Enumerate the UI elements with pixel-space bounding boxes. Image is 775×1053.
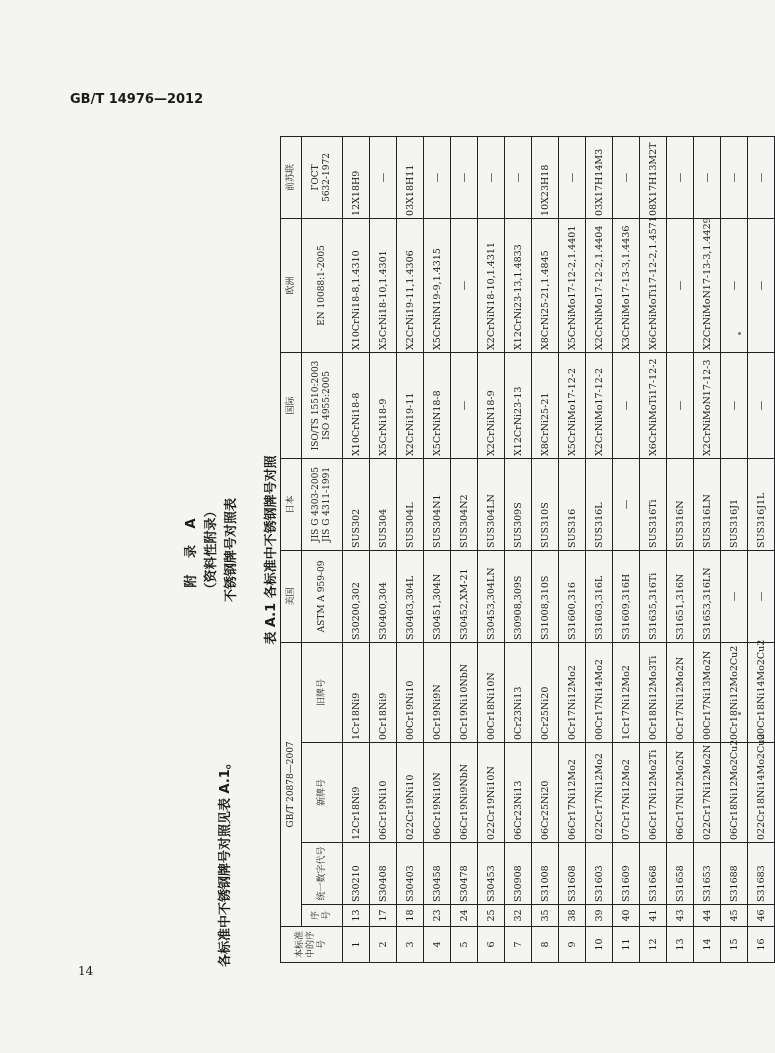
- cell-europe-grade: X3CrNiMo17-13-3,1.4436: [613, 218, 640, 352]
- cell-intl-grade: X8CrNi25-21: [532, 352, 559, 458]
- cell-seq: 35: [532, 905, 559, 927]
- cell-seq: 18: [397, 905, 424, 927]
- cell-japan-grade: SUS316L: [586, 458, 613, 550]
- rotated-page-content: [172, 0, 767, 1053]
- header-intl-std2: ISO 4955:2005: [322, 371, 332, 440]
- cell-unified-code: S30478: [451, 843, 478, 905]
- cell-europe-grade: X2CrNiN18-10,1.4311: [478, 218, 505, 352]
- table-caption: 表 A.1 各标准中不锈钢牌号对照: [264, 455, 279, 645]
- table-row: [721, 136, 748, 962]
- cell-ussr-grade: —: [613, 136, 640, 218]
- cell-usa-grade: S31653,316LN: [694, 550, 721, 642]
- cell-europe-grade: X10CrNi18-8,1.4310: [343, 218, 370, 352]
- table-row: [748, 136, 775, 962]
- cell-usa-grade: S31603,316L: [586, 550, 613, 642]
- header-japan-std: [302, 458, 343, 550]
- table-row: [667, 136, 694, 962]
- cell-japan-grade: SUS304N2: [451, 458, 478, 550]
- cell-row-index: 7: [505, 927, 532, 963]
- header-usa: 美国: [281, 550, 302, 642]
- cell-row-index: 13: [667, 927, 694, 963]
- cell-europe-grade: X6CrNiMoTi17-12-2,1.4571: [640, 218, 667, 352]
- cell-new-grade: 06Cr19Ni10: [370, 743, 397, 843]
- cell-old-grade: 0Cr23Ni13: [505, 642, 532, 742]
- cell-new-grade: 022Cr17Ni12Mo2: [586, 743, 613, 843]
- table-row: [505, 136, 532, 962]
- cell-usa-grade: S30908,309S: [505, 550, 532, 642]
- cell-unified-code: S31668: [640, 843, 667, 905]
- header-japan-std1: JIS G 4303-2005: [311, 466, 321, 542]
- cell-unified-code: S31653: [694, 843, 721, 905]
- header-ussr-std: [302, 136, 343, 218]
- cell-japan-grade: SUS304L: [397, 458, 424, 550]
- cell-old-grade: 00Cr19Ni10: [397, 642, 424, 742]
- cell-unified-code: S30403: [397, 843, 424, 905]
- table-row: [694, 136, 721, 962]
- cell-ussr-grade: —: [559, 136, 586, 218]
- cell-seq: 39: [586, 905, 613, 927]
- cell-new-grade: 06Cr23Ni13: [505, 743, 532, 843]
- cell-ussr-grade: 03X18H11: [397, 136, 424, 218]
- cell-unified-code: S31658: [667, 843, 694, 905]
- cell-usa-grade: S30403,304L: [397, 550, 424, 642]
- intro-text: 各标准中不锈钢牌号对照见表 A.1。: [218, 756, 233, 967]
- cell-new-grade: 022Cr18Ni14Mo2Cu2: [748, 743, 775, 843]
- cell-unified-code: S31008: [532, 843, 559, 905]
- appendix-title: 附 录 A: [184, 512, 199, 588]
- cell-row-index: 16: [748, 927, 775, 963]
- header-new-grade: 新牌号: [302, 743, 343, 843]
- header-intl: 国际: [281, 352, 302, 458]
- header-ussr-std2: 5632-1972: [322, 153, 332, 202]
- cell-ussr-grade: 03X17H14M3: [586, 136, 613, 218]
- table-row: [424, 136, 451, 962]
- header-old-grade: 旧牌号: [302, 642, 343, 742]
- cell-seq: 24: [451, 905, 478, 927]
- cell-row-index: 11: [613, 927, 640, 963]
- cell-intl-grade: X10CrNi18-8: [343, 352, 370, 458]
- cell-intl-grade: X2CrNiMo17-12-2: [586, 352, 613, 458]
- cell-old-grade: 0Cr19Ni9N: [424, 642, 451, 742]
- cell-europe-grade: X5CrNiMo17-12-2,1.4401: [559, 218, 586, 352]
- cell-usa-grade: S31651,316N: [667, 550, 694, 642]
- header-intl-std1: ISO/TS 15510:2003: [311, 360, 321, 451]
- document-code: GB/T 14976—2012: [70, 92, 204, 107]
- cell-japan-grade: SUS316Ti: [640, 458, 667, 550]
- table-row: [613, 136, 640, 962]
- cell-intl-grade: —: [721, 352, 748, 458]
- header-ussr: 前苏联: [281, 136, 302, 218]
- cell-unified-code: S30458: [424, 843, 451, 905]
- cell-row-index: 10: [586, 927, 613, 963]
- cell-new-grade: 06Cr17Ni12Mo2: [559, 743, 586, 843]
- cell-row-index: 6: [478, 927, 505, 963]
- cell-intl-grade: —: [613, 352, 640, 458]
- cell-intl-grade: X6CrNiMoTi17-12-2: [640, 352, 667, 458]
- cell-old-grade: 0Cr17Ni12Mo2N: [667, 642, 694, 742]
- cell-new-grade: 022Cr19Ni10: [397, 743, 424, 843]
- cell-usa-grade: —: [748, 550, 775, 642]
- appendix-name: 不锈钢牌号对照表: [224, 498, 239, 603]
- cell-intl-grade: —: [667, 352, 694, 458]
- header-ussr-std1: ГОСТ: [311, 164, 321, 191]
- header-seq: 序号: [302, 905, 343, 927]
- cell-usa-grade: S31635,316Ti: [640, 550, 667, 642]
- cell-europe-grade: X2CrNiMoN17-13-3,1.4429: [694, 218, 721, 352]
- cell-usa-grade: S30451,304N: [424, 550, 451, 642]
- page-number: 14: [78, 964, 94, 978]
- cell-old-grade: 1Cr18Ni9: [343, 642, 370, 742]
- cell-seq: 23: [424, 905, 451, 927]
- cell-row-index: 12: [640, 927, 667, 963]
- cell-old-grade: 0Cr25Ni20: [532, 642, 559, 742]
- appendix-subtitle: （资料性附录）: [204, 504, 219, 596]
- cell-ussr-grade: —: [424, 136, 451, 218]
- cell-europe-grade: —: [721, 218, 748, 352]
- cell-new-grade: 06Cr18Ni12Mo2Cu2: [721, 743, 748, 843]
- cell-japan-grade: SUS316J1L: [748, 458, 775, 550]
- cell-row-index: 2: [370, 927, 397, 963]
- header-europe-std: EN 10088:1-2005: [302, 218, 343, 352]
- cell-intl-grade: X2CrNiN18-9: [478, 352, 505, 458]
- cell-new-grade: 06Cr17Ni12Mo2Ti: [640, 743, 667, 843]
- cell-europe-grade: —: [451, 218, 478, 352]
- cell-usa-grade: S30200,302: [343, 550, 370, 642]
- cell-old-grade: 0Cr18Ni12Mo2Cu2: [721, 642, 748, 742]
- table-row: [343, 136, 370, 962]
- cell-seq: 44: [694, 905, 721, 927]
- cell-old-grade: 00Cr17Ni13Mo2N: [694, 642, 721, 742]
- header-japan-std2: JIS G 4311-1991: [322, 466, 332, 542]
- cell-row-index: 8: [532, 927, 559, 963]
- cell-old-grade: 1Cr17Ni12Mo2: [613, 642, 640, 742]
- cell-ussr-grade: —: [370, 136, 397, 218]
- cell-seq: 38: [559, 905, 586, 927]
- cell-europe-grade: —: [667, 218, 694, 352]
- cell-old-grade: 00Cr17Ni14Mo2: [586, 642, 613, 742]
- cell-ussr-grade: —: [451, 136, 478, 218]
- cell-ussr-grade: 10X23H18: [532, 136, 559, 218]
- cell-intl-grade: X2CrNiMoN17-12-3: [694, 352, 721, 458]
- cell-old-grade: 0Cr18Ni9: [370, 642, 397, 742]
- cell-japan-grade: SUS304LN: [478, 458, 505, 550]
- cell-seq: 13: [343, 905, 370, 927]
- cell-seq: 40: [613, 905, 640, 927]
- cell-intl-grade: X2CrNi19-11: [397, 352, 424, 458]
- cell-seq: 41: [640, 905, 667, 927]
- cell-usa-grade: —: [721, 550, 748, 642]
- cell-intl-grade: X5CrNi18-9: [370, 352, 397, 458]
- cell-seq: 17: [370, 905, 397, 927]
- cell-japan-grade: —: [613, 458, 640, 550]
- cell-japan-grade: SUS316: [559, 458, 586, 550]
- cell-row-index: 1: [343, 927, 370, 963]
- cell-unified-code: S31608: [559, 843, 586, 905]
- cell-unified-code: S30453: [478, 843, 505, 905]
- cell-seq: 46: [748, 905, 775, 927]
- grade-comparison-table: [280, 136, 775, 963]
- cell-new-grade: 07Cr17Ni12Mo2: [613, 743, 640, 843]
- cell-row-index: 3: [397, 927, 424, 963]
- cell-intl-grade: X5CrNiN18-8: [424, 352, 451, 458]
- table-row: [640, 136, 667, 962]
- cell-seq: 32: [505, 905, 532, 927]
- table-row: [370, 136, 397, 962]
- cell-ussr-grade: —: [721, 136, 748, 218]
- cell-japan-grade: SUS316J1: [721, 458, 748, 550]
- header-usa-std: ASTM A 959-09: [302, 550, 343, 642]
- cell-japan-grade: SUS310S: [532, 458, 559, 550]
- landscape-content: [172, 135, 767, 967]
- cell-new-grade: 06Cr25Ni20: [532, 743, 559, 843]
- cell-europe-grade: X5CrNi18-10,1.4301: [370, 218, 397, 352]
- cell-usa-grade: S31600,316: [559, 550, 586, 642]
- cell-old-grade: 0Cr19Ni10NbN: [451, 642, 478, 742]
- cell-new-grade: 06Cr17Ni12Mo2N: [667, 743, 694, 843]
- cell-europe-grade: —: [748, 218, 775, 352]
- header-seq-this-std: 本标准中的序号: [281, 927, 343, 963]
- cell-europe-grade: X2CrNiMo17-12-2,1.4404: [586, 218, 613, 352]
- cell-row-index: 9: [559, 927, 586, 963]
- cell-unified-code: S30210: [343, 843, 370, 905]
- header-japan: 日本: [281, 458, 302, 550]
- table-row: [397, 136, 424, 962]
- cell-ussr-grade: —: [667, 136, 694, 218]
- cell-japan-grade: SUS316N: [667, 458, 694, 550]
- cell-seq: 25: [478, 905, 505, 927]
- cell-ussr-grade: 12X18H9: [343, 136, 370, 218]
- table-row: [451, 136, 478, 962]
- cell-europe-grade: X5CrNiN19-9,1.4315: [424, 218, 451, 352]
- cell-usa-grade: S31008,310S: [532, 550, 559, 642]
- table-body: [343, 136, 775, 962]
- cell-unified-code: S30408: [370, 843, 397, 905]
- cell-usa-grade: S30453,304LN: [478, 550, 505, 642]
- cell-japan-grade: SUS316LN: [694, 458, 721, 550]
- cell-japan-grade: SUS302: [343, 458, 370, 550]
- header-intl-std: [302, 352, 343, 458]
- cell-ussr-grade: 08X17H13M2T: [640, 136, 667, 218]
- cell-japan-grade: SUS304: [370, 458, 397, 550]
- cell-ussr-grade: —: [505, 136, 532, 218]
- cell-usa-grade: S30452,XM-21: [451, 550, 478, 642]
- cell-usa-grade: S30400,304: [370, 550, 397, 642]
- cell-row-index: 5: [451, 927, 478, 963]
- cell-ussr-grade: —: [478, 136, 505, 218]
- table-row: [559, 136, 586, 962]
- cell-japan-grade: SUS304N1: [424, 458, 451, 550]
- cell-row-index: 4: [424, 927, 451, 963]
- cell-row-index: 15: [721, 927, 748, 963]
- cell-unified-code: S30908: [505, 843, 532, 905]
- cell-unified-code: S31688: [721, 843, 748, 905]
- cell-old-grade: 0Cr17Ni12Mo2: [559, 642, 586, 742]
- cell-old-grade: 00Cr18Ni10N: [478, 642, 505, 742]
- cell-europe-grade: X8CrNi25-21,1.4845: [532, 218, 559, 352]
- table-row: [586, 136, 613, 962]
- header-unified-code: 统一数字代号: [302, 843, 343, 905]
- cell-ussr-grade: —: [694, 136, 721, 218]
- header-europe: 欧洲: [281, 218, 302, 352]
- cell-europe-grade: X12CrNi23-13,1.4833: [505, 218, 532, 352]
- cell-new-grade: 12Cr18Ni9: [343, 743, 370, 843]
- cell-new-grade: 06Cr19Ni9NbN: [451, 743, 478, 843]
- cell-seq: 45: [721, 905, 748, 927]
- cell-new-grade: 022Cr19Ni10N: [478, 743, 505, 843]
- cell-usa-grade: S31609,316H: [613, 550, 640, 642]
- cell-seq: 43: [667, 905, 694, 927]
- cell-intl-grade: X12CrNi23-13: [505, 352, 532, 458]
- header-gbt-group: GB/T 20878—2007: [281, 642, 302, 926]
- cell-old-grade: 0Cr18Ni12Mo3Ti: [640, 642, 667, 742]
- table-row: [478, 136, 505, 962]
- cell-japan-grade: SUS309S: [505, 458, 532, 550]
- cell-new-grade: 022Cr17Ni12Mo2N: [694, 743, 721, 843]
- cell-unified-code: S31609: [613, 843, 640, 905]
- cell-row-index: 14: [694, 927, 721, 963]
- cell-intl-grade: X5CrNiMo17-12-2: [559, 352, 586, 458]
- cell-intl-grade: —: [748, 352, 775, 458]
- cell-old-grade: 00Cr18Ni14Mo2Cu2: [748, 642, 775, 742]
- cell-new-grade: 06Cr19Ni10N: [424, 743, 451, 843]
- cell-europe-grade: X2CrNi19-11,1.4306: [397, 218, 424, 352]
- cell-ussr-grade: —: [748, 136, 775, 218]
- cell-unified-code: S31603: [586, 843, 613, 905]
- cell-unified-code: S31683: [748, 843, 775, 905]
- table-row: [532, 136, 559, 962]
- cell-intl-grade: —: [451, 352, 478, 458]
